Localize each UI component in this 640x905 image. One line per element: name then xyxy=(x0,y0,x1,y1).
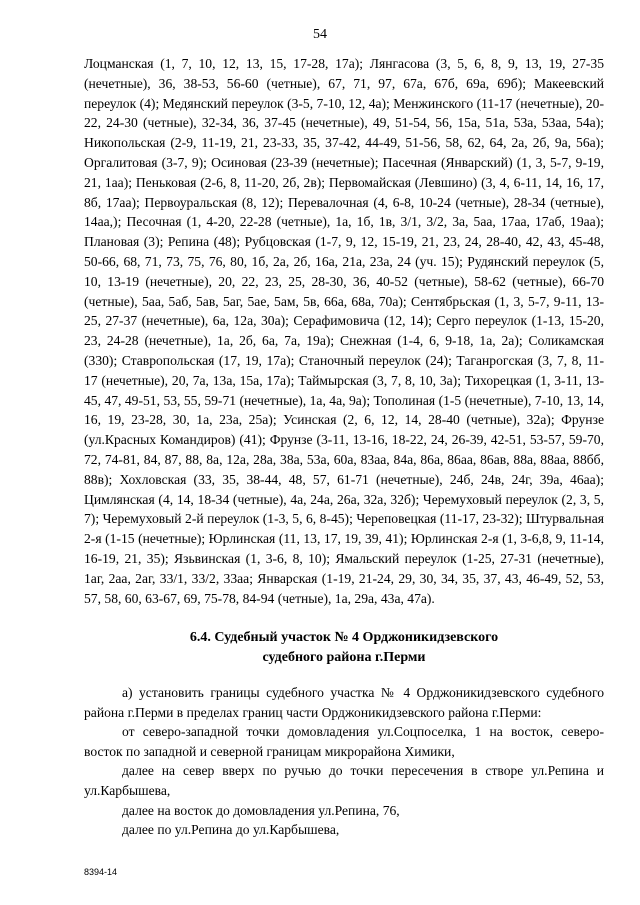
paragraph-2: от северо-западной точки домовладения ул.Соцпоселка, 1 на восток, северо-восток по западной и северной границам микрорайона Химики, xyxy=(84,724,604,759)
paragraph-1: а) установить границы судебного участка № 4 Орджоникидзевского судебного района г.Перми в пределах границ части Орджоникидзевского района г.Перми: xyxy=(84,685,604,720)
paragraph-4: далее на восток до домовладения ул.Репина, 76, xyxy=(122,802,400,818)
section-heading-line-1: 6.4. Судебный участок № 4 Орджоникидзевского xyxy=(189,630,499,645)
document-code: 8394-14 xyxy=(84,867,118,877)
paragraph-5: далее по ул.Репина до ул.Карбышева, xyxy=(122,822,340,838)
section-heading-line-2: судебного района г.Перми xyxy=(262,650,426,665)
page-number: 54 xyxy=(313,27,327,42)
street-list-text: Лоцманская (1, 7, 10, 12, 13, 15, 17-28, 17а); Лянгасова (3, 5, 6, 8, 9, 13, 19, 27-35 (нечетные), 36, 38-53, 56-60 (четные), 67, 71, 97, 67а, 67б, 69а, 69б); Макеевский переулок (4); Медянский переулок (3-5, 7-10, 12, 4а); Менжинского (11-17 (нечетные), 20-22, 24-30 (четные), 32-34, 36, 37-45 (нечетные), 49, 51-54, 56, 15а, 51а, 53а, 53аа, 54а); Никопольская (2-9, 11-19, 21, 23-33, 35, 37-42, 44-49, 51-56, 58, 62, 64, 2а, 2б, 9а, 56а); Оргалитовая (3-7, 9); Осиновая (23-39 (нечетные); Пасечная (Январский) (1, 3, 5-7, 9-19, 21, 1аа); Пеньковая (2-6, 8, 11-20, 2б, 2в); Первомайская (Левшино) (3, 4, 6-11, 14, 16, 17, 8б, 17аа); Первоуральская (8, 12); Перевалочная (4, 6-8, 10-24 (четные), 28-34 (четные), 14аа,); Песочная (1, 4-20, 22-28 (четные), 1а, 1б, 1в, 3/1, 3/2, 3а, 5аа, 17аа, 17аб, 19аа); Плановая (3); Репина (48); Рубцовская (1-7, 9, 12, 15-19, 21, 23, 24, 28-40, 42, 43, 45-48, 50-66, 68, 71, 73, 75, 76, 80, 1б, 2а, 2б, 16а, 21а, 23а, 24 (уч. 15); Рудянский переулок (5, 10, 13-19 (нечетные), 20, 22, 23, 25, 28-30, 36, 40-52 (четные), 58-62 (четные), 66-70 (четные), 5аа, 5аб, 5ав, 5аг, 5ае, 5ам, 5в, 66а, 68а, 70а); Сентябрьская (1, 3, 5-7, 9-11, 13-25, 27-37 (нечетные), 6а, 12а, 30а); Серафимовича (12, 14); Серго переулок (1-13, 15-20, 23, 24-28 (нечетные), 1а, 2б, 6а, 7а, 19а); Снежная (1-4, 6, 9-18, 1а, 2а); Соликамская (330); Ставропольская (17, 19, 17а); Станочный переулок (24); Таганрогская (3, 7, 8, 11-17 (нечетные), 20, 7а, 13а, 15а, 17а); Таймырская (3, 7, 8, 10, 3а); Тихорецкая (1, 3-11, 13-45, 47, 49-51, 53, 55, 59-71 (нечетные), 1а, 4а, 9а); Тополиная (1-5 (нечетные), 7-10, 13, 14, 16, 19, 23-28, 30, 1а, 23а, 25а); Усинская (2, 6, 12, 14, 28-40 (четные), 32а); Фрунзе (ул.Красных Командиров) (41); Фрунзе (3-11, 13-16, 18-22, 24, 26-39, 42-51, 53-57, 59-70, 72, 74-81, 84, 87, 88, 8а, 12а, 28а, 38а, 53а, 60а, 83аа, 84а, 86а, 86аа, 86ав, 88а, 88аа, 88бб, 88в); Хохловская (33, 35, 38-44, 48, 57, 61-71 (нечетные), 24б, 24в, 24г, 39а, 46аа); Цимлянская (4, 14, 18-34 (четные), 4а, 24а, 26а, 32а, 32б); Черемуховый переулок (2, 3, 5, 7); Черемуховый 2-й переулок (1-3, 5, 6, 8-45); Череповецкая (11-17, 23-32); Штурвальная 2-я (1-15 (нечетные); Юрлинская (11, 13, 17, 19, 39, 41); Юрлинская 2-я (1, 3-6,8, 9, 11-14, 16-19, 21, 35); Язьвинская (1, 3-6, 8, 10); Ямальский переулок (1-25, 27-31 (нечетные), 1аг, 2аа, 2аг, 33/1, 33/2, 33аа; Январская (1-19, 21-24, 29, 30, 34, 35, 37, 43, 46-49, 52, 53, 57, 58, 60, 63-67, 69, 75-78, 84-94 (четные), 1а, 29а, 43а, 47а). xyxy=(84,56,604,606)
section-body xyxy=(84,683,604,840)
section-heading xyxy=(84,628,604,668)
paragraph-3: далее на север вверх по ручью до точки пересечения в створе ул.Репина и ул.Карбышева, xyxy=(84,763,604,798)
